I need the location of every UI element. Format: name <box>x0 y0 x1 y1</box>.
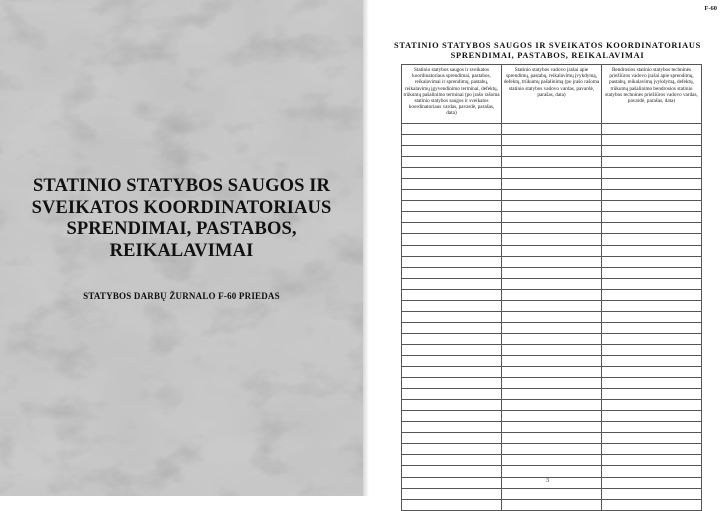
table-cell <box>602 444 702 455</box>
journal-table <box>401 64 702 511</box>
table-cell <box>402 245 502 256</box>
table-cell <box>402 367 502 378</box>
table-cell <box>502 344 602 355</box>
table-row <box>402 212 702 223</box>
cover-title-line-1: STATINIO STATYBOS SAUGOS IR <box>33 176 330 196</box>
table-cell <box>602 499 702 510</box>
table-cell <box>502 256 602 267</box>
table-cell <box>502 466 602 477</box>
column-header-technical-supervisor: Bendrosios statinio statybos techninės priežiūros vadovo įrašai apie sprendimų, pastabų, reikalavimų įvykdymą, defektų, trūkumų pašalinimo bendrosios statinio statybos techninės priežiūros vadovo vardas, pavardė, parašas, data) <box>602 65 702 124</box>
table-row <box>402 146 702 157</box>
page-title <box>369 41 726 60</box>
table-cell <box>402 444 502 455</box>
table-cell <box>502 201 602 212</box>
table-cell <box>602 322 702 333</box>
table-cell <box>502 168 602 179</box>
table-cell <box>602 400 702 411</box>
table-cell <box>502 135 602 146</box>
table-row <box>402 411 702 422</box>
cover-subtitle: STATYBOS DARBŲ ŽURNALO F-60 PRIEDAS <box>83 291 280 301</box>
table-cell <box>402 499 502 510</box>
table-row <box>402 223 702 234</box>
table-cell <box>402 322 502 333</box>
table-row <box>402 355 702 366</box>
table-cell <box>602 378 702 389</box>
table-cell <box>602 488 702 499</box>
table-cell <box>402 190 502 201</box>
table-cell <box>402 433 502 444</box>
table-row <box>402 234 702 245</box>
table-row <box>402 455 702 466</box>
table-cell <box>602 455 702 466</box>
column-header-coordinator: Statinio statybos saugos ir sveikatos koordinatoriaus sprendimai, pastabos, reikalavimai ir sprendimų, pastabų, reikalavimų įgyvendinimo terminai, defektų, trūkumų pašalinimo terminai (po įrašo rašoma statinio statybos saugos ir sveikatos koordinatoriaus vardas, pavardė, parašas, data) <box>402 65 502 124</box>
cover-page <box>0 0 363 496</box>
table-row <box>402 400 702 411</box>
table-body <box>402 124 702 511</box>
table-cell <box>402 168 502 179</box>
table-row <box>402 256 702 267</box>
table-cell <box>502 267 602 278</box>
table-cell <box>602 168 702 179</box>
table-row <box>402 267 702 278</box>
table-cell <box>602 157 702 168</box>
table-row <box>402 367 702 378</box>
table-cell <box>402 278 502 289</box>
table-cell <box>602 278 702 289</box>
table-cell <box>602 466 702 477</box>
table-cell <box>602 355 702 366</box>
table-row <box>402 378 702 389</box>
table-cell <box>502 157 602 168</box>
table-cell <box>602 289 702 300</box>
page-title-line-1: STATINIO STATYBOS SAUGOS IR SVEIKATOS KOORDINATORIAUS <box>394 41 701 50</box>
table-row <box>402 289 702 300</box>
table-cell <box>602 124 702 135</box>
table-cell <box>402 389 502 400</box>
page-title-line-2: SPRENDIMAI, PASTABOS, REIKALAVIMAI <box>450 50 645 60</box>
table-cell <box>502 212 602 223</box>
form-page <box>369 0 726 496</box>
table-row <box>402 499 702 510</box>
table-cell <box>602 245 702 256</box>
table-cell <box>602 201 702 212</box>
table-row <box>402 278 702 289</box>
table-row <box>402 168 702 179</box>
table-row <box>402 311 702 322</box>
table-cell <box>402 355 502 366</box>
table-row <box>402 389 702 400</box>
table-cell <box>402 333 502 344</box>
table-cell <box>402 135 502 146</box>
table-row <box>402 322 702 333</box>
table-cell <box>502 234 602 245</box>
page-number: 3 <box>545 477 550 484</box>
table-cell <box>402 411 502 422</box>
table-cell <box>602 411 702 422</box>
table-cell <box>502 433 602 444</box>
table-cell <box>602 422 702 433</box>
table-cell <box>602 234 702 245</box>
table-cell <box>602 190 702 201</box>
cover-title-line-3: SPRENDIMAI, PASTABOS, <box>66 219 297 239</box>
table-cell <box>502 146 602 157</box>
table-cell <box>502 124 602 135</box>
table-cell <box>402 256 502 267</box>
table-cell <box>602 256 702 267</box>
table-row <box>402 124 702 135</box>
table-row <box>402 245 702 256</box>
table-cell <box>602 344 702 355</box>
cover-title-line-2: SVEIKATOS KOORDINATORIAUS <box>31 197 332 218</box>
table-cell <box>502 422 602 433</box>
table-cell <box>402 378 502 389</box>
table-cell <box>502 367 602 378</box>
column-header-construction-manager: Statinio statybos vadovo įrašai apie sprendimų, pastabų, reikalavimų įvykdymą, defektų, trūkumų pašalinimą (po įrašo rašoma statinio statybos vadovo vardas, pavardė, parašas, data) <box>502 65 602 124</box>
form-code: F-60 <box>704 5 717 12</box>
table-cell <box>402 179 502 190</box>
table-cell <box>402 289 502 300</box>
table-cell <box>402 344 502 355</box>
table-cell <box>402 146 502 157</box>
table-cell <box>602 212 702 223</box>
table-cell <box>402 311 502 322</box>
table-header-row <box>402 65 702 124</box>
table-cell <box>502 300 602 311</box>
table-cell <box>402 455 502 466</box>
table-cell <box>602 333 702 344</box>
cover-title <box>10 176 353 262</box>
table-row <box>402 300 702 311</box>
table-cell <box>402 124 502 135</box>
table-row <box>402 201 702 212</box>
table-cell <box>402 201 502 212</box>
table-cell <box>502 378 602 389</box>
table-cell <box>502 278 602 289</box>
table-row <box>402 488 702 499</box>
table-row <box>402 466 702 477</box>
table-row <box>402 344 702 355</box>
table-cell <box>502 322 602 333</box>
table-cell <box>502 333 602 344</box>
table-cell <box>502 455 602 466</box>
table-cell <box>502 245 602 256</box>
table-cell <box>402 234 502 245</box>
table-row <box>402 444 702 455</box>
table-cell <box>502 311 602 322</box>
table-row <box>402 333 702 344</box>
table-cell <box>602 135 702 146</box>
table-cell <box>602 300 702 311</box>
table-cell <box>502 499 602 510</box>
table-cell <box>502 389 602 400</box>
table-row <box>402 157 702 168</box>
table-row <box>402 179 702 190</box>
table-cell <box>502 400 602 411</box>
table-cell <box>602 223 702 234</box>
table-cell <box>602 146 702 157</box>
table-cell <box>602 311 702 322</box>
table-row <box>402 190 702 201</box>
table-row <box>402 433 702 444</box>
table-cell <box>602 179 702 190</box>
table-cell <box>402 422 502 433</box>
table-cell <box>502 190 602 201</box>
table-cell <box>402 212 502 223</box>
table-cell <box>502 488 602 499</box>
table-cell <box>502 444 602 455</box>
table-cell <box>502 179 602 190</box>
table-row <box>402 135 702 146</box>
cover-title-line-4: REIKALAVIMAI <box>109 240 254 261</box>
table-cell <box>602 389 702 400</box>
table-cell <box>402 267 502 278</box>
table-cell <box>402 157 502 168</box>
table-cell <box>502 223 602 234</box>
table-row <box>402 422 702 433</box>
table-cell <box>502 289 602 300</box>
table-cell <box>602 267 702 278</box>
table-cell <box>402 400 502 411</box>
table-cell <box>602 433 702 444</box>
table-cell <box>402 488 502 499</box>
table-cell <box>402 300 502 311</box>
table-cell <box>402 466 502 477</box>
table-cell <box>602 367 702 378</box>
table-cell <box>402 223 502 234</box>
table-cell <box>502 355 602 366</box>
table-cell <box>502 411 602 422</box>
